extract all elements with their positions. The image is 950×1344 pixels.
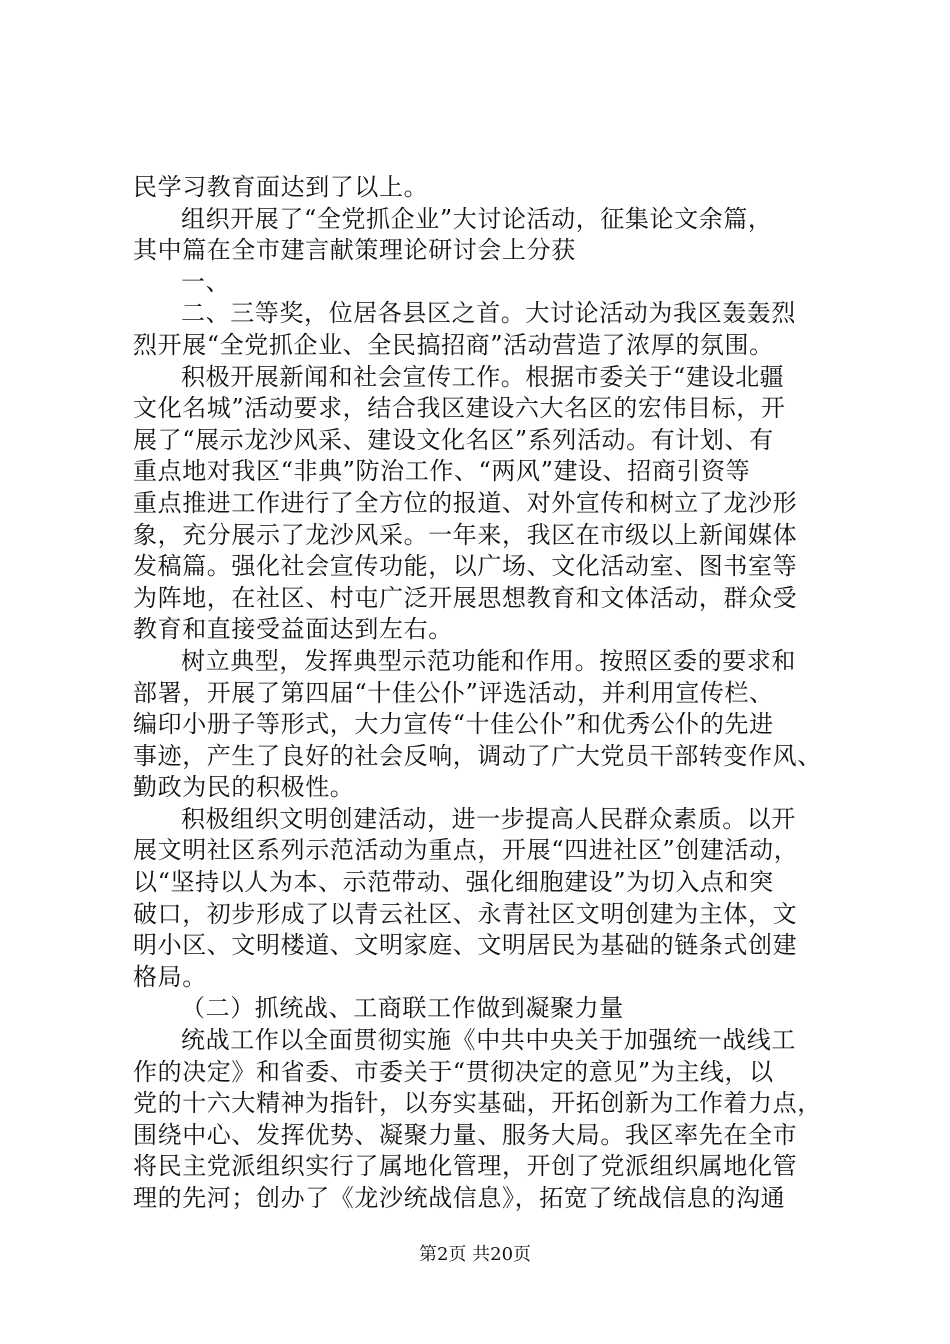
- text-line: 积极组织文明创建活动，进一步提高人民群众素质。以开: [181, 804, 796, 833]
- text-line: 重点推进工作进行了全方位的报道、对外宣传和树立了龙沙形: [133, 488, 798, 517]
- text-line: 象，充分展示了龙沙风采。一年来，我区在市级以上新闻媒体: [133, 520, 798, 549]
- text-line: 格局。: [133, 962, 207, 991]
- text-line: 树立典型，发挥典型示范功能和作用。按照区委的要求和: [181, 646, 796, 675]
- page-footer: [0, 1240, 950, 1266]
- text-line: 二、三等奖，位居各县区之首。大讨论活动为我区轰轰烈: [181, 299, 796, 328]
- text-line: 展了“展示龙沙风采、建设文化名区”系列活动。有计划、有: [133, 425, 774, 454]
- text-line: 部署，开展了第四届“十佳公仆”评选活动，并利用宣传栏、: [133, 678, 774, 707]
- text-line: 重点地对我区“非典”防治工作、“两风”建设、招商引资等: [133, 457, 751, 486]
- text-line: 将民主党派组织实行了属地化管理，开创了党派组织属地化管: [133, 1152, 798, 1181]
- text-line: 文化名城”活动要求，结合我区建设六大名区的宏伟目标，开: [133, 394, 786, 423]
- text-line: 以“坚持以人为本、示范带动、强化细胞建设”为切入点和突: [133, 868, 774, 897]
- text-line: 编印小册子等形式，大力宣传“十佳公仆”和优秀公仆的先进: [133, 710, 774, 739]
- text-line: 围绕中心、发挥优势、凝聚力量、服务大局。我区率先在全市: [133, 1120, 798, 1149]
- text-line: 教育和直接受益面达到左右。: [133, 615, 453, 644]
- text-line: 组织开展了“全党抓企业”大讨论活动，征集论文余篇，: [181, 204, 773, 233]
- section-heading: （二）抓统战、工商联工作做到凝聚力量: [181, 994, 624, 1023]
- text-line: 理的先河；创办了《龙沙统战信息》，拓宽了统战信息的沟通: [133, 1184, 786, 1212]
- text-line: 明小区、文明楼道、文明家庭、文明居民为基础的链条式创建: [133, 931, 798, 960]
- text-line: 积极开展新闻和社会宣传工作。根据市委关于“建设北疆: [181, 362, 785, 391]
- text-line: 破口，初步形成了以青云社区、永青社区文明创建为主体，文: [133, 899, 798, 928]
- text-line: 统战工作以全面贯彻实施《中共中央关于加强统一战线工: [181, 1026, 796, 1055]
- text-line: 其中篇在全市建言献策理论研讨会上分获: [133, 236, 576, 265]
- text-line: 发稿篇。强化社会宣传功能，以广场、文化活动室、图书室等: [133, 552, 798, 581]
- text-line: 作的决定》和省委、市委关于“贯彻决定的意见”为主线，以: [133, 1057, 774, 1086]
- text-line: 民学习教育面达到了以上。: [133, 173, 429, 201]
- text-line: 展文明社区系列示范活动为重点，开展“四进社区”创建活动，: [133, 836, 799, 865]
- text-line: 为阵地，在社区、村屯广泛开展思想教育和文体活动，群众受: [133, 583, 798, 612]
- text-line: 一、: [181, 267, 231, 296]
- text-line: 勤政为民的积极性。: [133, 773, 355, 802]
- text-line: 烈开展“全党抓企业、全民搞招商”活动营造了浓厚的氛围。: [133, 330, 774, 359]
- text-line: 事迹，产生了良好的社会反响，调动了广大党员干部转变作风、: [133, 741, 822, 770]
- document-body: [133, 172, 833, 1215]
- text-line: 党的十六大精神为指针，以夯实基础，开拓创新为工作着力点，: [133, 1089, 822, 1118]
- page-number-label: 第2页 共20页: [418, 1244, 532, 1265]
